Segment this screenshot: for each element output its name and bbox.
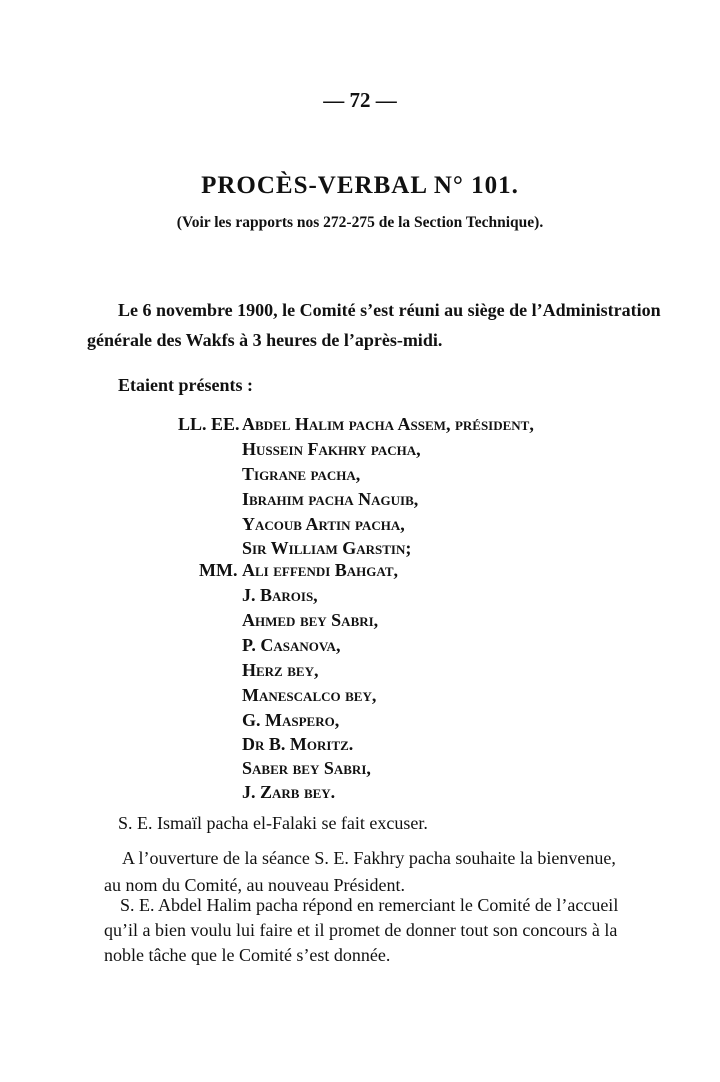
reply-line-2: qu’il a bien voulu lui faire et il promet de donner tout son concours à la: [104, 920, 618, 940]
member-line: Saber bey Sabri,: [242, 758, 371, 778]
member-line: Ali effendi Bahgat,: [242, 560, 398, 580]
member-line: Manescalco bey,: [242, 685, 377, 705]
member-line: Herz bey,: [242, 660, 319, 680]
intro-line-2: générale des Wakfs à 3 heures de l’après-midi.: [87, 330, 443, 350]
reply-line-1: S. E. Abdel Halim pacha répond en remerciant le Comité de l’accueil: [120, 895, 619, 915]
opening-line-1: A l’ouverture de la séance S. E. Fakhry pacha souhaite la bienvenue,: [122, 848, 616, 868]
subtitle: (Voir les rapports nos 272-275 de la Section Technique).: [176, 214, 544, 231]
member-line: J. Zarb bey.: [242, 782, 336, 802]
reply-line-3: noble tâche que le Comité s’est donnée.: [104, 945, 391, 965]
member-line: Tigrane pacha,: [242, 464, 361, 484]
group-label-messieurs: MM.: [199, 560, 238, 580]
member-line: P. Casanova,: [242, 635, 341, 655]
present-label: Etaient présents :: [118, 375, 253, 395]
member-line: Dr B. Moritz.: [242, 734, 354, 754]
member-line: G. Maspero,: [242, 710, 340, 730]
member-line: Sir William Garstin;: [242, 538, 412, 558]
member-line: Yacoub Artin pacha,: [242, 514, 405, 534]
page-number: — 72 —: [323, 88, 397, 112]
intro-line-1: Le 6 novembre 1900, le Comité s’est réuni au siège de l’Administration: [118, 300, 661, 320]
excuse-line: S. E. Ismaïl pacha el-Falaki se fait excuser.: [118, 813, 428, 833]
member-line: Ibrahim pacha Naguib,: [242, 489, 419, 509]
member-line: Ahmed bey Sabri,: [242, 610, 379, 630]
opening-line-2: au nom du Comité, au nouveau Président.: [104, 875, 405, 895]
member-line: J. Barois,: [242, 585, 318, 605]
page-title: PROCÈS-VERBAL N° 101.: [201, 172, 519, 199]
member-line: Hussein Fakhry pacha,: [242, 439, 421, 459]
member-line: Abdel Halim pacha Assem, président,: [242, 414, 534, 434]
group-label-excellencies: LL. EE.: [178, 414, 240, 434]
